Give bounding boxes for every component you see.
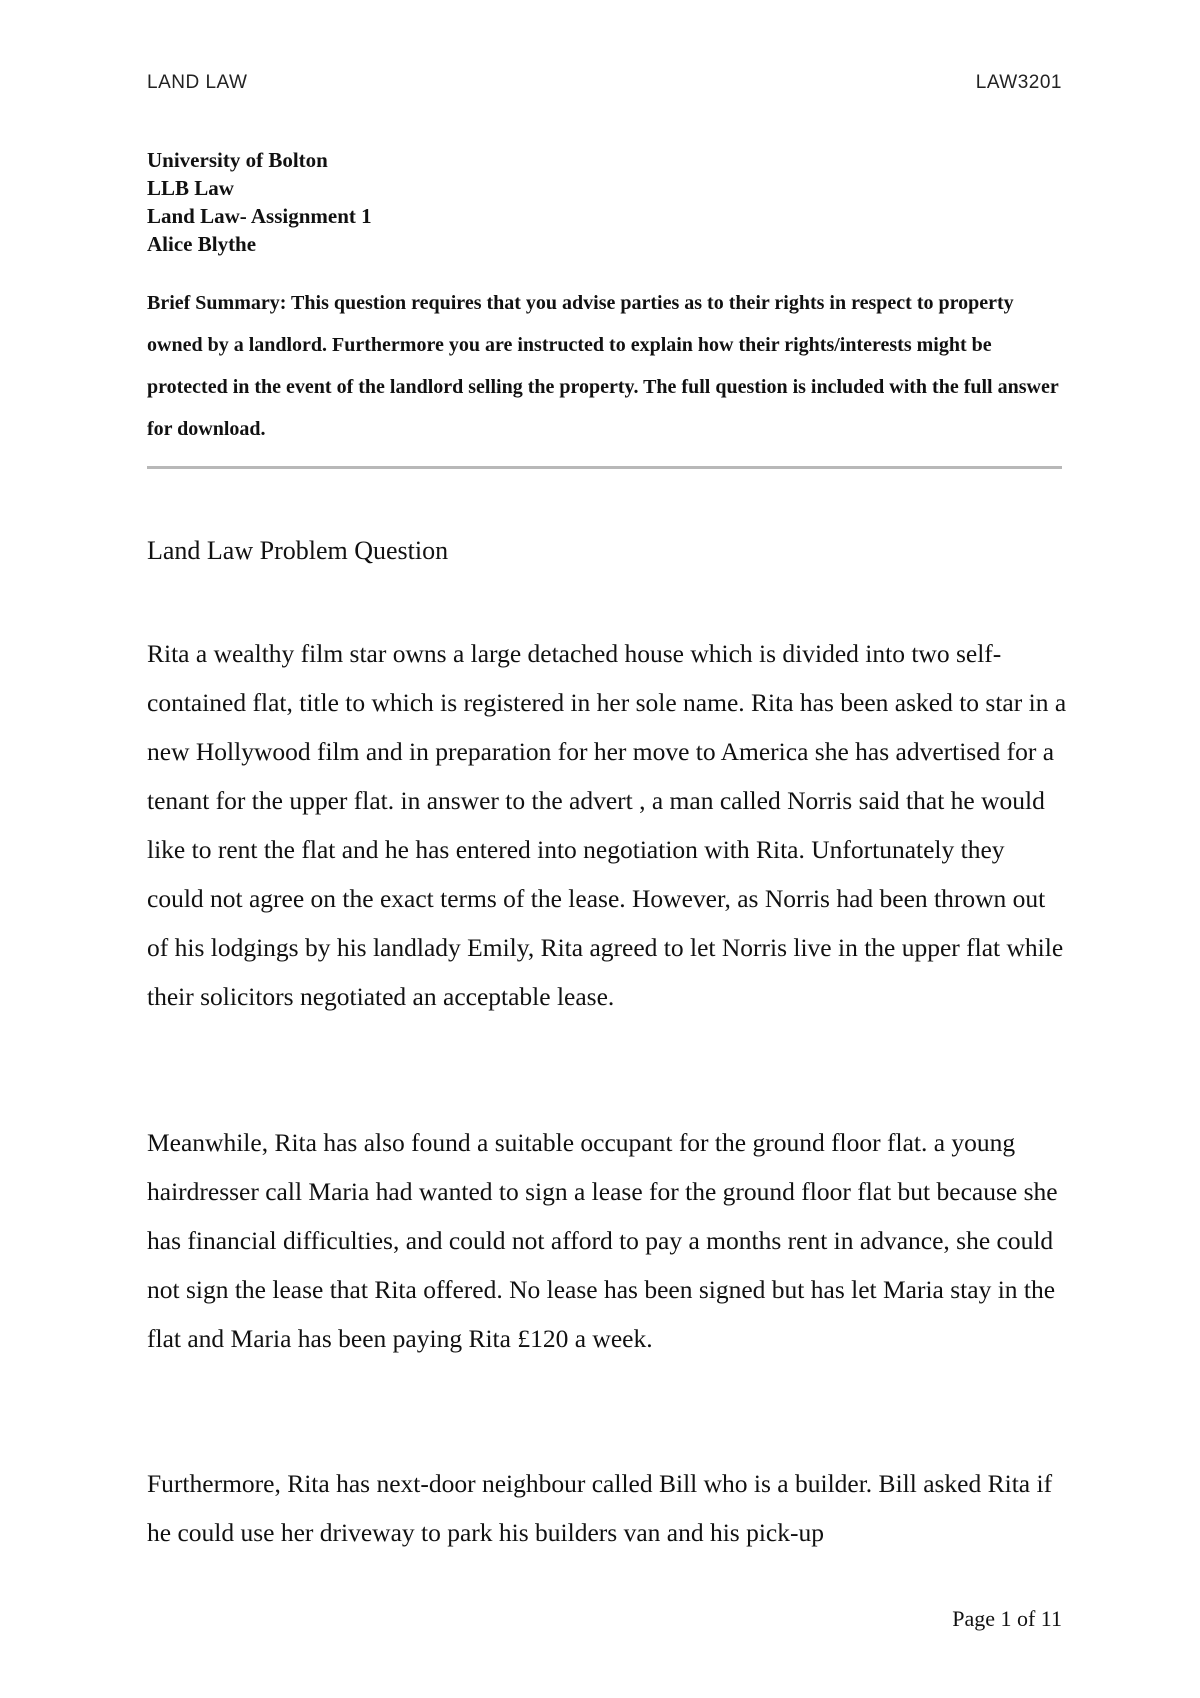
assignment-title: Land Law- Assignment 1 [147,204,372,228]
section-divider [147,466,1062,469]
body-paragraph-2: Meanwhile, Rita has also found a suitable occupant for the ground floor flat. a young hairdresser call Maria had wanted to sign a lease for the ground floor flat but because she has financial difficulties, and could not afford to pay a months rent in advance, she could not sign the lease that Rita offered. No lease has been signed but has let Maria stay in the flat and Maria has been paying Rita £120 a week. [147,1128,1058,1353]
cover-block [147,146,1062,258]
course-name: LLB Law [147,176,234,200]
header-course-code: LAW3201 [975,72,1062,93]
page-number: Page 1 of 11 [952,1606,1062,1631]
author-name: Alice Blythe [147,232,257,256]
section-title: Land Law Problem Question [147,536,449,565]
running-header [147,72,1062,94]
body-paragraph-3: Furthermore, Rita has next-door neighbour called Bill who is a builder. Bill asked Rita if he could use her driveway to park his builders van and his pick-up [147,1469,1053,1547]
university-name: University of Bolton [147,148,328,172]
body-paragraph-1: Rita a wealthy film star owns a large detached house which is divided into two self-contained flat, title to which is registered in her sole name. Rita has been asked to star in a new Hollywood film and in preparation for her move to America she has advertised for a tenant for the upper flat. in answer to the advert , a man called Norris said that he would like to rent the flat and he has entered into negotiation with Rita. Unfortunately they could not agree on the exact terms of the lease. However, as Norris had been thrown out of his lodgings by his landlady Emily, Rita agreed to let Norris live in the upper flat while their solicitors negotiated an acceptable lease. [147,639,1067,1011]
header-course-title: LAND LAW [147,72,248,93]
brief-summary: Brief Summary: This question requires that you advise parties as to their rights in respect to property owned by a landlord. Furthermore you are instructed to explain how their rights/interests might be protected in the event of the landlord selling the property. The full question is included with the full answer for download. [147,292,1059,440]
